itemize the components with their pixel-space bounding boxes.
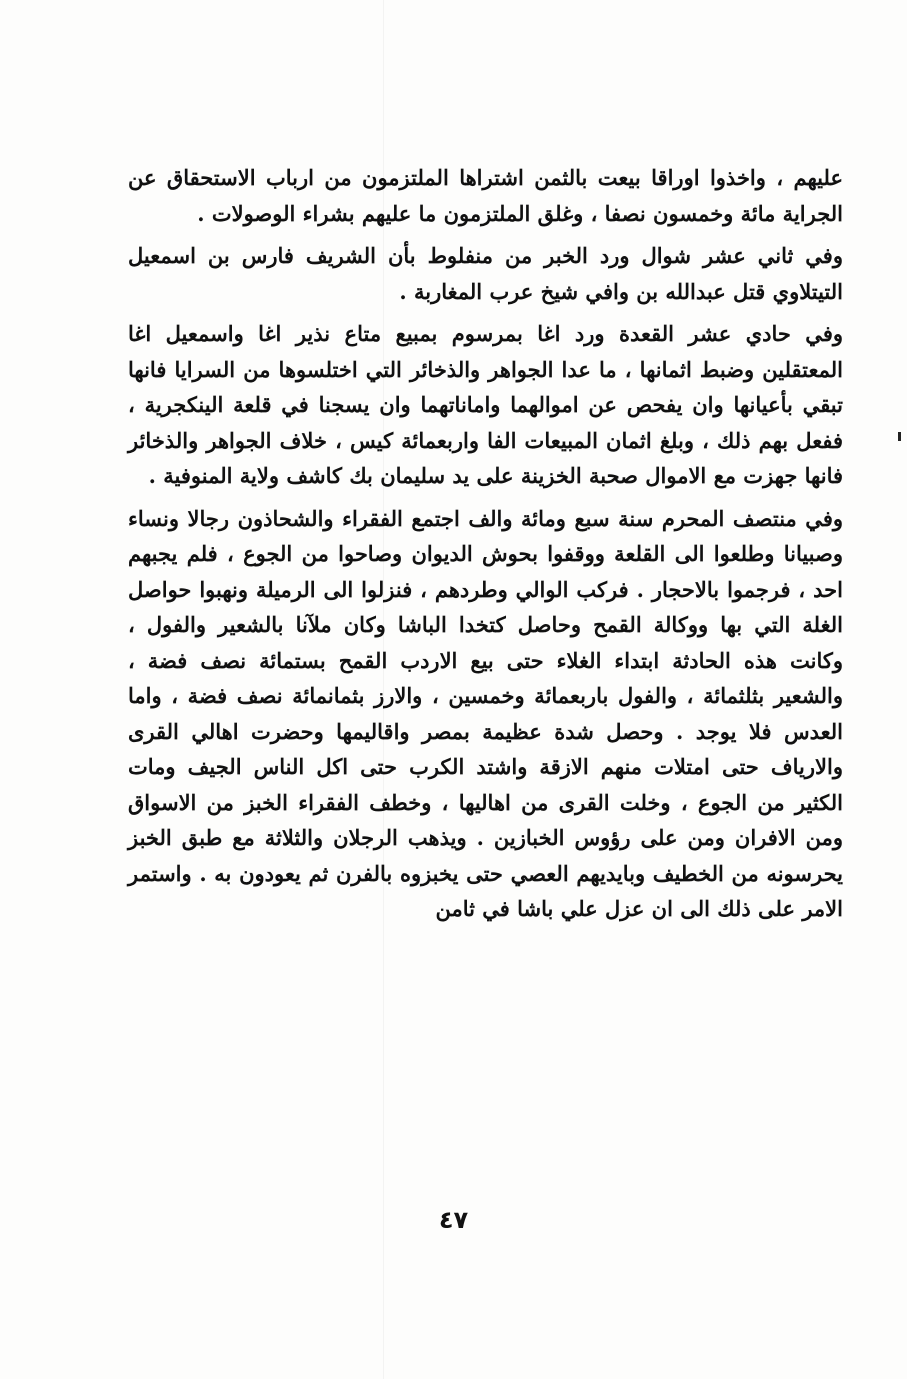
body-text <box>128 160 843 927</box>
paragraph-1: عليهم ، واخذوا اوراقا بيعت بالثمن اشتراها الملتزمون من ارباب الاستحقاق عن الجراية مائة وخمسون نصفا ، وغلق الملتزمون ما عليهم بشراء الوصولات . <box>128 165 843 226</box>
paragraph-2: وفي ثاني عشر شوال ورد الخبر من منفلوط بأن الشريف فارس بن اسمعيل التيتلاوي قتل عبدالله بن وافي شيخ عرب المغاربة . <box>128 243 843 304</box>
paragraph-3: وفي حادي عشر القعدة ورد اغا بمرسوم بمبيع متاع نذير اغا واسمعيل اغا المعتقلين وضبط اثمانها ، ما عدا الجواهر والذخائر التي اختلسوها من السرايا فانها تبقي بأعيانها وان يفحص عن اموالهما واماناتهما وان يسجنا في قلعة الينكجرية ، ففعل بهم ذلك ، وبلغ اثمان المبيعات الفا واربعمائة كيس ، خلاف الجواهر والذخائر فانها جهزت مع الاموال صحبة الخزينة على يد سليمان بك كاشف ولاية المنوفية . <box>128 321 843 488</box>
margin-mark <box>898 432 901 441</box>
page-number: ٤٧ <box>438 1206 469 1234</box>
paragraph-4: وفي منتصف المحرم سنة سبع ومائة والف اجتمع الفقراء والشحاذون رجالا ونساء وصبيانا وطلعوا الى القلعة ووقفوا بحوش الديوان وصاحوا من الجوع ، فلم يجبهم احد ، فرجموا بالاحجار . فركب الوالي وطردهم ، فنزلوا الى الرميلة ونهبوا حواصل الغلة التي بها ووكالة القمح وحاصل كتخدا الباشا وكان ملآنا بالشعير والفول ، وكانت هذه الحادثة ابتداء الغلاء حتى بيع الاردب القمح بستمائة نصف فضة ، والشعير بثلثمائة ، والفول باربعمائة وخمسين ، والارز بثمانمائة نصف فضة ، واما العدس فلا يوجد . وحصل شدة عظيمة بمصر واقاليمها وحضرت اهالي القرى والارياف حتى امتلات منهم الازقة واشتد الكرب حتى اكل الناس الجيف ومات الكثير من الجوع ، وخلت القرى من اهاليها ، وخطف الفقراء الخبز من الاسواق ومن الافران ومن على رؤوس الخبازين . ويذهب الرجلان والثلاثة مع طبق الخبز يحرسونه من الخطيف وبايديهم العصي حتى يخبزوه بالفرن ثم يعودون به . واستمر الامر على ذلك الى ان عزل علي باشا في ثامن <box>128 505 843 921</box>
